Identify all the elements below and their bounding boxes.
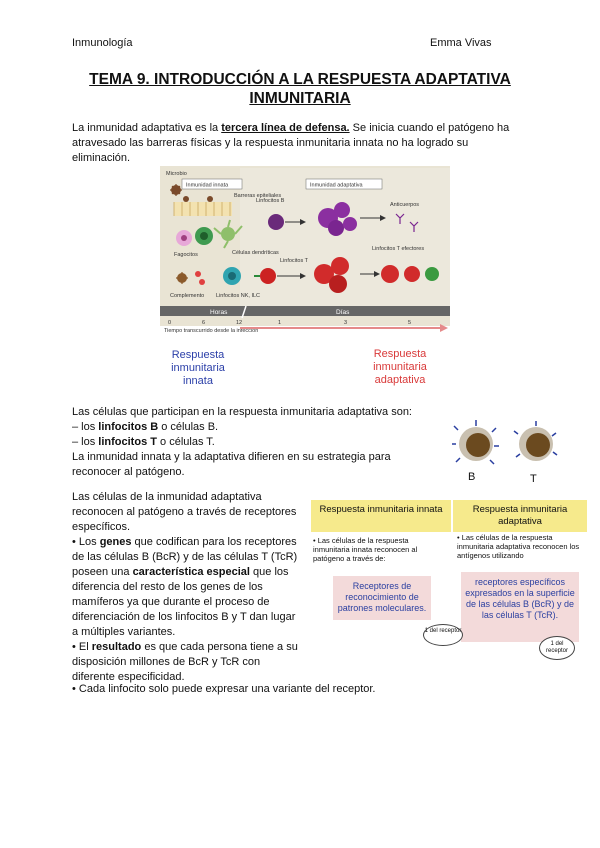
intro-post: Se inicia cuando el patógeno ha atravesado las barreras físicas y la respuesta inmunitaria innata no ha logrado su eliminación.	[72, 122, 510, 164]
innate-title: Respuesta inmunitaria innata	[311, 500, 451, 532]
receptors-paragraph	[72, 490, 300, 685]
b-cell-label: B	[468, 471, 476, 483]
dendriticas-label: Células dendríticas	[232, 250, 279, 256]
intro-pre: La inmunidad adaptativa es la	[72, 122, 222, 134]
genes-bold2: característica especial	[132, 566, 250, 578]
resp-adaptativa-label: Respuesta inmunitaria adaptativa	[373, 348, 427, 386]
nk-label: Linfocitos NK, ILC	[216, 293, 261, 299]
cells-b-post: o células B.	[158, 421, 219, 433]
horas-label: Horas	[210, 309, 228, 316]
adaptive-receptors-box: receptores específicos expresados en la superficie de las células B (BcR) y de las células T (TcR).	[461, 572, 579, 642]
page-title: TEMA 9. INTRODUCCIÓN A LA RESPUESTA ADAPTATIVA INMUNITARIA	[89, 71, 511, 107]
header-right: Emma Vivas	[430, 37, 492, 49]
t-efectores-label: Linfocitos T efectores	[372, 246, 425, 252]
tick-2: 12	[236, 320, 243, 326]
comparison-figure	[311, 500, 591, 665]
cells-t-bold: linfocitos T	[98, 436, 157, 448]
barreras-text: Barreras epiteliales	[234, 193, 282, 199]
tiempo-label: Tiempo transcurrido desde la infección	[164, 328, 259, 334]
nk-cell-icon	[223, 267, 241, 285]
linfocitos-b-label: Linfocitos B	[256, 198, 285, 204]
dias-label: Días	[336, 309, 350, 316]
receptors-result	[72, 640, 300, 685]
adaptive-text: • Las células de la respuesta inmunitaria adaptativa reconocen los antígenos utilizando	[457, 533, 580, 560]
tick-1: 6	[202, 320, 206, 326]
receptors-genes	[72, 535, 300, 640]
genes-bold: genes	[99, 536, 132, 548]
t-cell-label: T	[530, 473, 537, 485]
cells-t-post: o células T.	[156, 436, 215, 448]
fagocitos-label: Fagocitos	[174, 252, 198, 258]
innate-text: • Las células de la respuesta inmunitaria innata reconocen al patógeno a través de:	[313, 536, 418, 563]
genes-post: que los diferencia del resto de los genes de los mamíferos ya que durante el proceso de diferenciación de los linfocitos B y T dan lugar a múltiples variantes.	[72, 566, 296, 638]
innate-receptors-box: Receptores de reconocimiento de patrones moleculares.	[333, 576, 431, 620]
cells-t-line	[72, 435, 432, 450]
note-left: 1 del receptor	[423, 624, 463, 646]
genes-pre: • Los	[72, 536, 100, 548]
note-right: 1 del receptor	[539, 636, 575, 660]
cells-intro: Las células que participan en la respuesta inmunitaria adaptativa son:	[72, 406, 412, 418]
b-cell-icon	[452, 420, 499, 464]
tick-4: 3	[344, 320, 348, 326]
cells-t-pre: – los	[72, 436, 99, 448]
innate-header-label: Inmunidad innata	[186, 182, 229, 189]
cells-paragraph	[72, 405, 432, 480]
receptors-intro: Las células de la inmunidad adaptativa reconocen al patógeno a través de receptores específicos.	[72, 491, 297, 533]
res-post: es que cada persona tiene a su disposición millones de BcR y TcR con diferente especificidad.	[72, 641, 298, 683]
cells-diff: La inmunidad innata y la adaptativa difieren en su estrategia para reconocer al patógeno.	[72, 451, 391, 478]
complemento-label: Complemento	[170, 293, 205, 299]
header-left: Inmunología	[72, 37, 133, 49]
res-pre: • El	[72, 641, 92, 653]
adaptive-title: Respuesta inmunitaria adaptativa	[453, 500, 587, 532]
t-cell-icon	[514, 421, 557, 461]
intro-highlight: tercera línea de defensa.	[221, 122, 350, 134]
cells-b-bold: linfocitos B	[98, 421, 159, 433]
res-bold: resultado	[91, 641, 142, 653]
tick-0: 0	[168, 320, 172, 326]
genes-mid: que codifican para los receptores de las células B (BcR) y de las células T (TcR) poseen una	[72, 536, 298, 578]
tick-5: 5	[408, 320, 412, 326]
cells-b-pre: – los	[72, 421, 99, 433]
intro-paragraph	[72, 121, 524, 166]
linfocitos-t-label: Linfocitos T	[280, 258, 309, 264]
microbio-label: Microbio	[166, 171, 187, 177]
receptors-last: • Cada linfocito solo puede expresar una variante del receptor.	[72, 683, 376, 695]
resp-innata-label: Respuesta inmunitaria innata	[171, 349, 225, 387]
adaptive-header-label: Inmunidad adaptativa	[310, 182, 363, 189]
tick-3: 1	[278, 320, 282, 326]
anticuerpos-label: Anticuerpos	[390, 202, 420, 208]
cells-b-line	[72, 420, 432, 435]
bt-cells-figure	[452, 414, 562, 486]
